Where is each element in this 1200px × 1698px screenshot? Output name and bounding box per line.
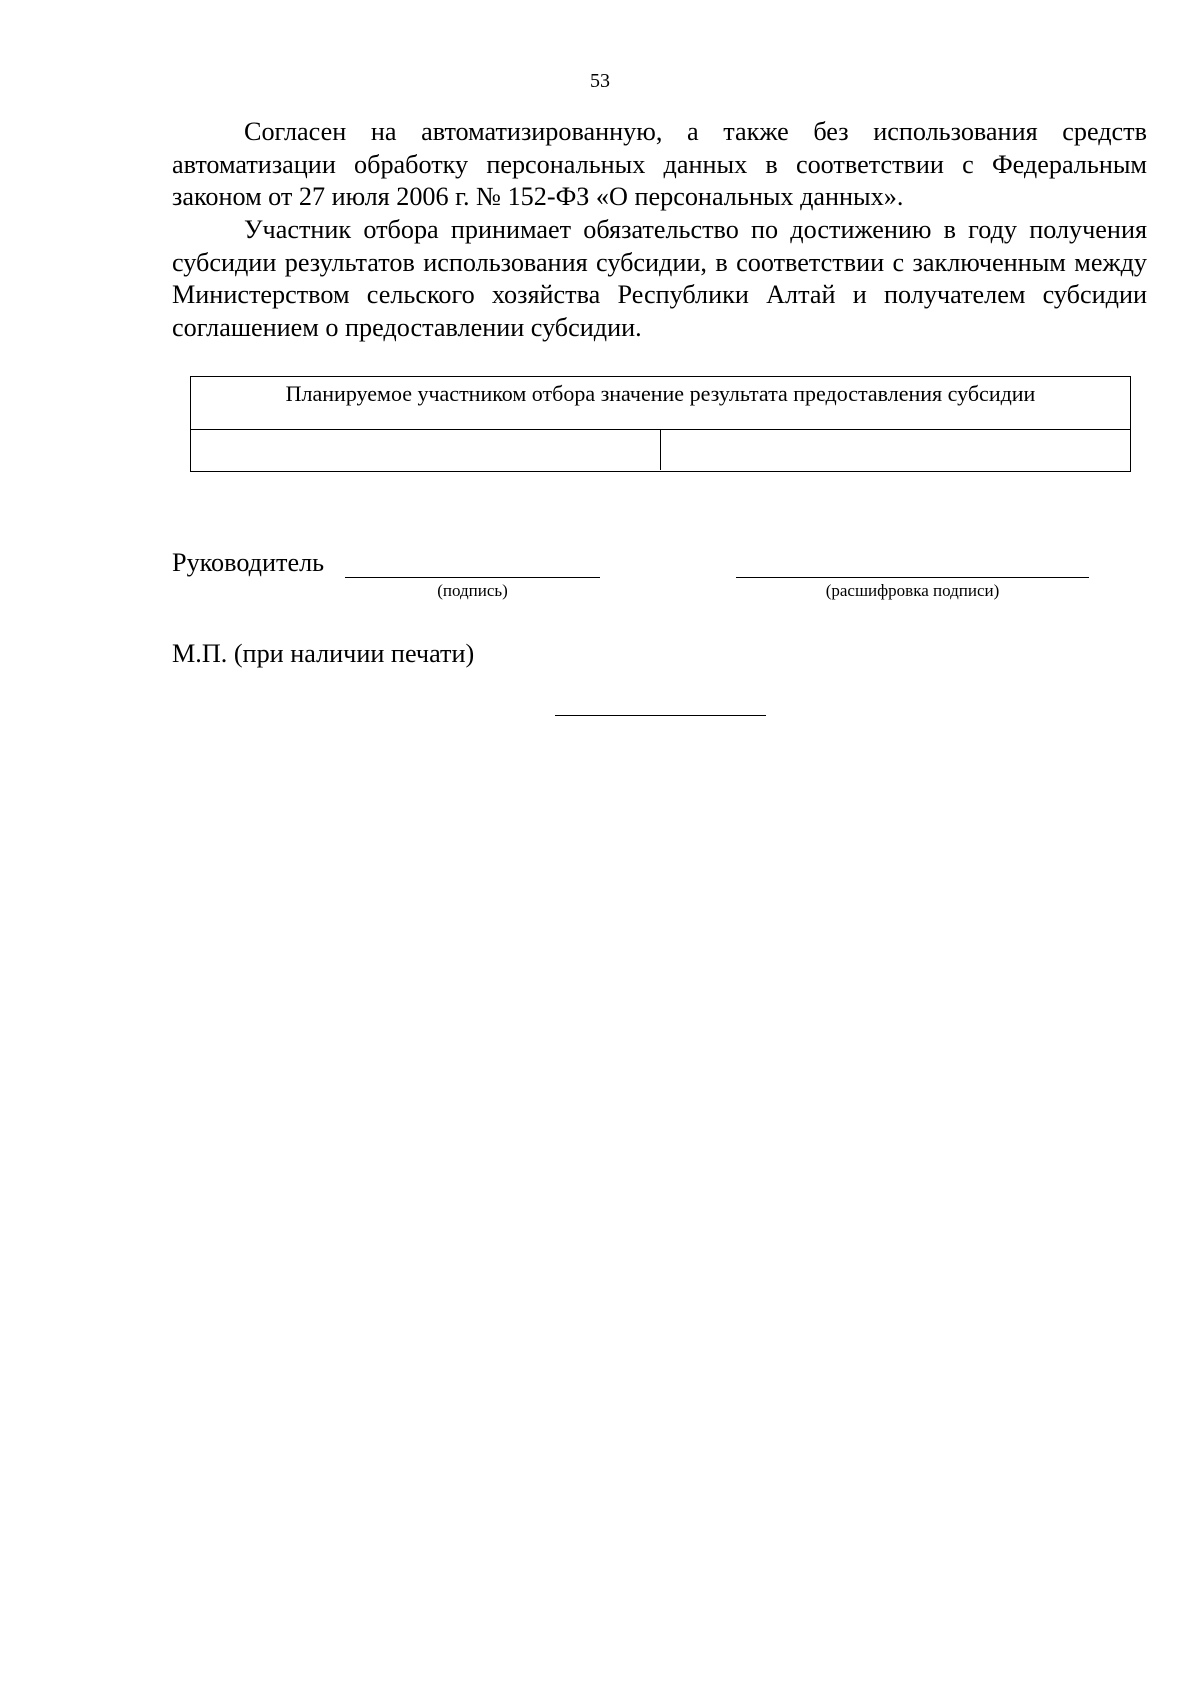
end-divider	[555, 715, 766, 716]
signature-decoding-line[interactable]	[736, 577, 1089, 578]
consent-paragraph: Согласен на автоматизированную, а также без использования средств автоматизации обработку персональных данных в соответствии с Федеральным законом от 27 июля 2006 г. № 152-ФЗ «О персональных данных».	[172, 117, 1147, 211]
signature-line[interactable]	[345, 577, 600, 578]
page-number: 53	[590, 70, 610, 92]
stamp-label: М.П. (при наличии печати)	[172, 639, 475, 668]
table-row	[191, 430, 1130, 470]
signature-label: Руководитель	[172, 548, 325, 577]
result-table	[190, 376, 1131, 472]
table-cell-right[interactable]	[660, 430, 1130, 470]
signature-decoding-caption: (расшифровка подписи)	[825, 581, 1000, 600]
table-header: Планируемое участником отбора значение результата предоставления субсидии	[191, 377, 1130, 430]
signature-caption: (подпись)	[437, 581, 508, 600]
obligation-paragraph: Участник отбора принимает обязательство по достижению в году получения субсидии результатов использования субсидии, в соответствии с заключенным между Министерством сельского хозяйства Республики Алтай и получателем субсидии соглашением о предоставлении субсидии.	[172, 215, 1147, 342]
table-cell-left[interactable]	[191, 430, 660, 470]
